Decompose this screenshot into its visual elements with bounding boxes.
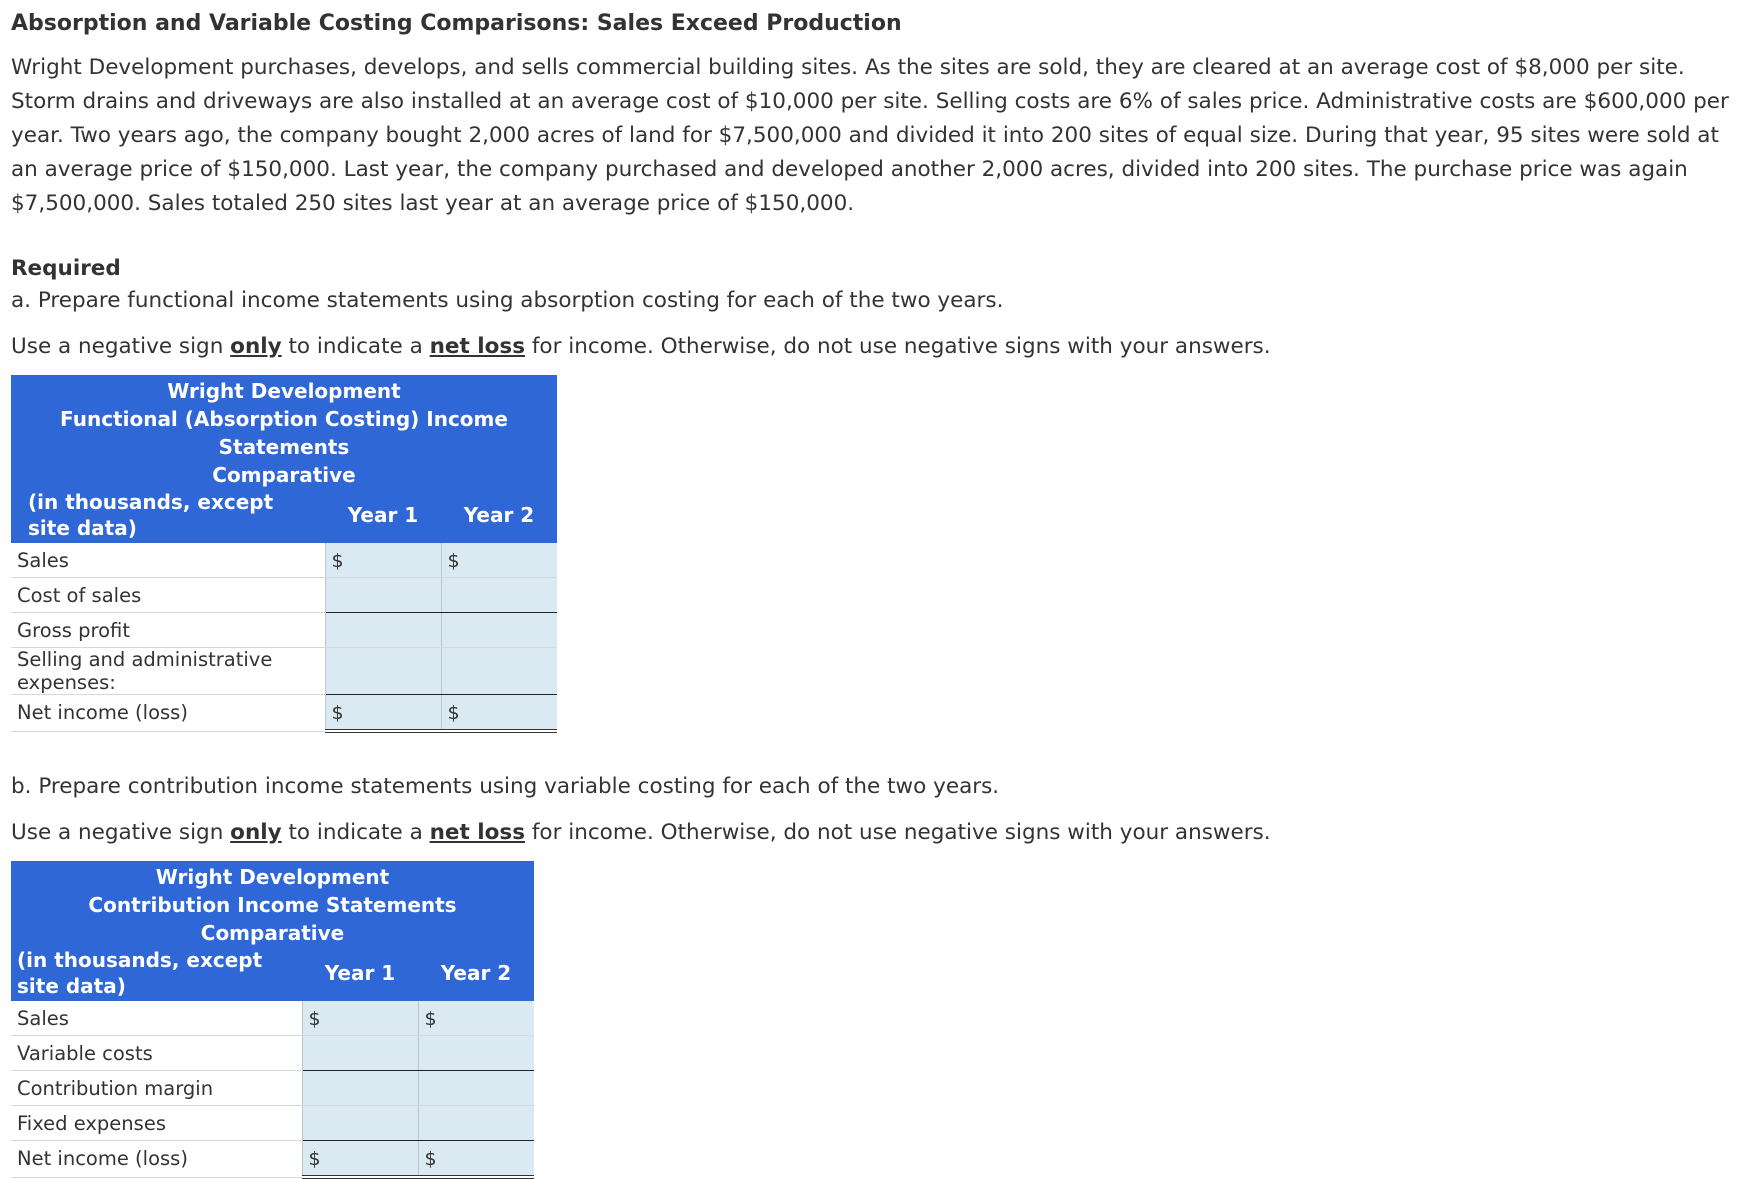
contribution-income-statement-table — [11, 861, 534, 1179]
row-label-fixed-expenses: Fixed expenses — [11, 1106, 302, 1141]
gross-profit-year2-input[interactable] — [441, 613, 557, 648]
table-row — [11, 1036, 534, 1071]
selling-admin-year2-input[interactable] — [441, 648, 557, 695]
row-label-net-income: Net income (loss) — [11, 1141, 302, 1178]
table-comparative-label: Comparative — [11, 461, 557, 489]
net-income-year2-input[interactable] — [418, 1141, 534, 1178]
row-label-selling-admin: Selling and administrative expenses: — [11, 648, 325, 695]
net-income-year1-input[interactable] — [325, 695, 441, 732]
part-a-instructions: Use a negative sign only to indicate a net loss for income. Otherwise, do not use negative signs with your answers. — [11, 334, 1271, 359]
variable-costs-year2-input[interactable] — [418, 1036, 534, 1071]
fixed-expenses-year2-input[interactable] — [418, 1106, 534, 1141]
units-label: (in thousands, except site data) — [11, 947, 302, 1001]
row-label-cost-of-sales: Cost of sales — [11, 578, 325, 613]
table-row — [11, 1106, 534, 1141]
row-label-variable-costs: Variable costs — [11, 1036, 302, 1071]
table-row — [11, 1141, 534, 1178]
dollar-sign: $ — [331, 549, 344, 572]
required-heading: Required — [11, 256, 121, 281]
table-row — [11, 613, 557, 648]
table-company-name: Wright Development — [11, 861, 534, 891]
year1-header: Year 1 — [302, 947, 418, 1001]
net-income-year1-input[interactable] — [302, 1141, 418, 1178]
year2-header: Year 2 — [418, 947, 534, 1001]
table-row — [11, 695, 557, 732]
table-row — [11, 578, 557, 613]
table-statement-title: Contribution Income Statements — [11, 891, 534, 919]
selling-admin-year1-input[interactable] — [325, 648, 441, 695]
dollar-sign: $ — [308, 1147, 321, 1170]
table-company-name: Wright Development — [11, 375, 557, 405]
row-label-gross-profit: Gross profit — [11, 613, 325, 648]
sales-year2-input[interactable] — [441, 543, 557, 578]
gross-profit-year1-input[interactable] — [325, 613, 441, 648]
table-row — [11, 543, 557, 578]
row-label-net-income: Net income (loss) — [11, 695, 325, 732]
row-label-sales: Sales — [11, 1001, 302, 1036]
absorption-income-statement-table — [11, 375, 557, 733]
contribution-margin-year1-input[interactable] — [302, 1071, 418, 1106]
row-label-sales: Sales — [11, 543, 325, 578]
dollar-sign: $ — [308, 1007, 321, 1030]
part-b-prompt: b. Prepare contribution income statements using variable costing for each of the two years. — [11, 774, 1000, 799]
year2-header: Year 2 — [441, 489, 557, 543]
part-a-prompt: a. Prepare functional income statements using absorption costing for each of the two years. — [11, 288, 1004, 313]
units-label: (in thousands, except site data) — [11, 489, 325, 543]
dollar-sign: $ — [424, 1007, 437, 1030]
table-row — [11, 648, 557, 695]
variable-costs-year1-input[interactable] — [302, 1036, 418, 1071]
sales-year1-input[interactable] — [302, 1001, 418, 1036]
sales-year2-input[interactable] — [418, 1001, 534, 1036]
table-row — [11, 1071, 534, 1106]
problem-title: Absorption and Variable Costing Comparisons: Sales Exceed Production — [11, 11, 902, 36]
row-label-contribution-margin: Contribution margin — [11, 1071, 302, 1106]
part-b-instructions: Use a negative sign only to indicate a net loss for income. Otherwise, do not use negative signs with your answers. — [11, 820, 1271, 845]
sales-year1-input[interactable] — [325, 543, 441, 578]
net-income-year2-input[interactable] — [441, 695, 557, 732]
dollar-sign: $ — [447, 549, 460, 572]
year1-header: Year 1 — [325, 489, 441, 543]
problem-description: Wright Development purchases, develops, and sells commercial building sites. As the sites are sold, they are cleared at an average cost of $8,000 per site. Storm drains and driveways are also installed at an average cost of $10,000 per site. Selling costs are 6% of sales price. Administrative costs are $600,000 per year. Two years ago, the company bought 2,000 acres of land for $7,500,000 and divided it into 200 sites of equal size. During that year, 95 sites were sold at an average price of $150,000. Last year, the company purchased and developed another 2,000 acres, divided into 200 sites. The purchase price was again $7,500,000. Sales totaled 250 sites last year at an average price of $150,000. — [11, 55, 1729, 216]
table-comparative-label: Comparative — [11, 919, 534, 947]
dollar-sign: $ — [331, 701, 344, 724]
dollar-sign: $ — [447, 701, 460, 724]
cost-of-sales-year1-input[interactable] — [325, 578, 441, 613]
dollar-sign: $ — [424, 1147, 437, 1170]
table-statement-title: Functional (Absorption Costing) Income Statements — [11, 405, 557, 461]
fixed-expenses-year1-input[interactable] — [302, 1106, 418, 1141]
contribution-margin-year2-input[interactable] — [418, 1071, 534, 1106]
cost-of-sales-year2-input[interactable] — [441, 578, 557, 613]
table-row — [11, 1001, 534, 1036]
